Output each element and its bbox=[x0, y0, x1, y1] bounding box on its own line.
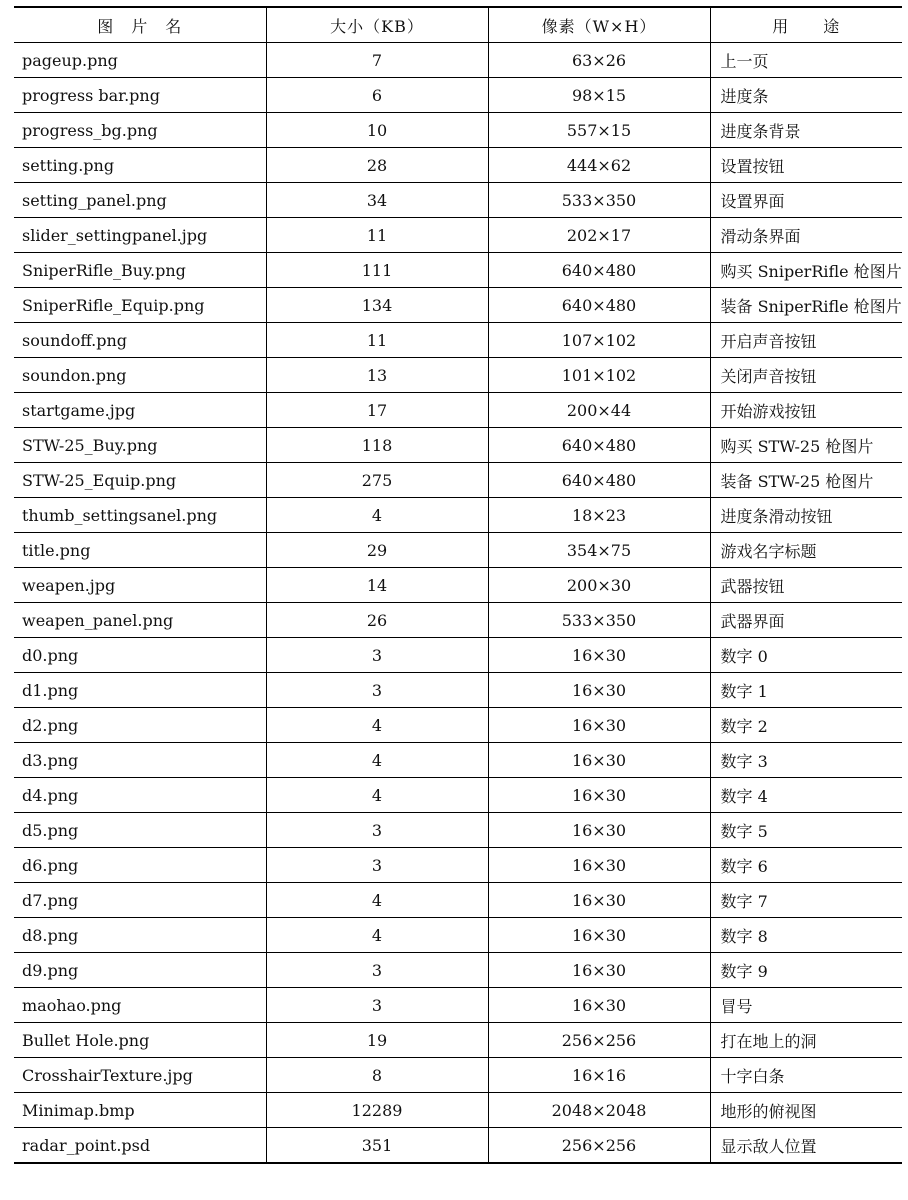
cell-image-name: d6.png bbox=[14, 848, 266, 883]
cell-pixels: 640×480 bbox=[488, 463, 710, 498]
table-row bbox=[14, 988, 902, 1023]
cell-size: 6 bbox=[266, 78, 488, 113]
table-header-row bbox=[14, 7, 902, 43]
cell-usage: 关闭声音按钮 bbox=[710, 358, 902, 393]
cell-image-name: setting.png bbox=[14, 148, 266, 183]
cell-size: 29 bbox=[266, 533, 488, 568]
cell-size: 275 bbox=[266, 463, 488, 498]
cell-usage: 数字 2 bbox=[710, 708, 902, 743]
cell-image-name: Bullet Hole.png bbox=[14, 1023, 266, 1058]
table-row bbox=[14, 533, 902, 568]
cell-image-name: d1.png bbox=[14, 673, 266, 708]
cell-image-name: soundoff.png bbox=[14, 323, 266, 358]
cell-size: 10 bbox=[266, 113, 488, 148]
cell-usage: 十字白条 bbox=[710, 1058, 902, 1093]
cell-pixels: 16×30 bbox=[488, 708, 710, 743]
table-row bbox=[14, 673, 902, 708]
table-row bbox=[14, 253, 902, 288]
table-row bbox=[14, 463, 902, 498]
cell-size: 4 bbox=[266, 918, 488, 953]
image-resource-table bbox=[14, 6, 902, 1164]
cell-pixels: 533×350 bbox=[488, 603, 710, 638]
cell-size: 12289 bbox=[266, 1093, 488, 1128]
cell-usage: 武器界面 bbox=[710, 603, 902, 638]
cell-pixels: 16×30 bbox=[488, 813, 710, 848]
table-row bbox=[14, 568, 902, 603]
cell-pixels: 640×480 bbox=[488, 288, 710, 323]
cell-image-name: soundon.png bbox=[14, 358, 266, 393]
cell-image-name: Minimap.bmp bbox=[14, 1093, 266, 1128]
cell-pixels: 16×30 bbox=[488, 988, 710, 1023]
cell-usage: 冒号 bbox=[710, 988, 902, 1023]
cell-image-name: SniperRifle_Buy.png bbox=[14, 253, 266, 288]
table-row bbox=[14, 1093, 902, 1128]
table-row bbox=[14, 953, 902, 988]
cell-image-name: weapen_panel.png bbox=[14, 603, 266, 638]
cell-image-name: slider_settingpanel.jpg bbox=[14, 218, 266, 253]
cell-size: 4 bbox=[266, 708, 488, 743]
cell-pixels: 16×30 bbox=[488, 778, 710, 813]
cell-image-name: weapen.jpg bbox=[14, 568, 266, 603]
cell-size: 4 bbox=[266, 743, 488, 778]
cell-usage: 打在地上的洞 bbox=[710, 1023, 902, 1058]
cell-size: 11 bbox=[266, 323, 488, 358]
cell-size: 3 bbox=[266, 638, 488, 673]
cell-image-name: SniperRifle_Equip.png bbox=[14, 288, 266, 323]
cell-pixels: 202×17 bbox=[488, 218, 710, 253]
table-row bbox=[14, 848, 902, 883]
table-row bbox=[14, 113, 902, 148]
cell-image-name: d2.png bbox=[14, 708, 266, 743]
cell-usage: 进度条滑动按钮 bbox=[710, 498, 902, 533]
cell-usage: 购买 STW-25 枪图片 bbox=[710, 428, 902, 463]
header-pixels: 像素（W×H） bbox=[488, 7, 710, 43]
cell-pixels: 256×256 bbox=[488, 1128, 710, 1164]
cell-image-name: d0.png bbox=[14, 638, 266, 673]
cell-size: 111 bbox=[266, 253, 488, 288]
cell-usage: 上一页 bbox=[710, 43, 902, 78]
cell-usage: 数字 7 bbox=[710, 883, 902, 918]
cell-size: 34 bbox=[266, 183, 488, 218]
cell-pixels: 18×23 bbox=[488, 498, 710, 533]
cell-image-name: STW-25_Equip.png bbox=[14, 463, 266, 498]
table-row bbox=[14, 393, 902, 428]
cell-pixels: 557×15 bbox=[488, 113, 710, 148]
cell-image-name: title.png bbox=[14, 533, 266, 568]
cell-image-name: d4.png bbox=[14, 778, 266, 813]
cell-pixels: 256×256 bbox=[488, 1023, 710, 1058]
cell-image-name: d7.png bbox=[14, 883, 266, 918]
cell-usage: 游戏名字标题 bbox=[710, 533, 902, 568]
table-row bbox=[14, 638, 902, 673]
cell-size: 7 bbox=[266, 43, 488, 78]
cell-pixels: 107×102 bbox=[488, 323, 710, 358]
cell-usage: 数字 1 bbox=[710, 673, 902, 708]
cell-pixels: 16×30 bbox=[488, 883, 710, 918]
cell-image-name: STW-25_Buy.png bbox=[14, 428, 266, 463]
cell-size: 4 bbox=[266, 498, 488, 533]
cell-usage: 进度条 bbox=[710, 78, 902, 113]
header-size: 大小（KB） bbox=[266, 7, 488, 43]
table-row bbox=[14, 148, 902, 183]
cell-usage: 开启声音按钮 bbox=[710, 323, 902, 358]
cell-size: 134 bbox=[266, 288, 488, 323]
table-row bbox=[14, 78, 902, 113]
cell-pixels: 16×16 bbox=[488, 1058, 710, 1093]
cell-size: 11 bbox=[266, 218, 488, 253]
cell-size: 118 bbox=[266, 428, 488, 463]
table-row bbox=[14, 498, 902, 533]
cell-image-name: d3.png bbox=[14, 743, 266, 778]
table-row bbox=[14, 603, 902, 638]
table-row bbox=[14, 708, 902, 743]
cell-size: 3 bbox=[266, 673, 488, 708]
table-row bbox=[14, 428, 902, 463]
table-row bbox=[14, 813, 902, 848]
cell-usage: 数字 5 bbox=[710, 813, 902, 848]
cell-image-name: d5.png bbox=[14, 813, 266, 848]
cell-usage: 数字 6 bbox=[710, 848, 902, 883]
cell-pixels: 16×30 bbox=[488, 743, 710, 778]
cell-pixels: 16×30 bbox=[488, 918, 710, 953]
table-row bbox=[14, 218, 902, 253]
header-image-name: 图 片 名 bbox=[14, 7, 266, 43]
cell-pixels: 200×44 bbox=[488, 393, 710, 428]
cell-image-name: setting_panel.png bbox=[14, 183, 266, 218]
cell-usage: 购买 SniperRifle 枪图片 bbox=[710, 253, 902, 288]
cell-usage: 显示敌人位置 bbox=[710, 1128, 902, 1164]
table-row bbox=[14, 43, 902, 78]
cell-size: 19 bbox=[266, 1023, 488, 1058]
cell-image-name: d9.png bbox=[14, 953, 266, 988]
cell-usage: 武器按钮 bbox=[710, 568, 902, 603]
cell-image-name: maohao.png bbox=[14, 988, 266, 1023]
table-row bbox=[14, 323, 902, 358]
cell-usage: 数字 9 bbox=[710, 953, 902, 988]
cell-pixels: 200×30 bbox=[488, 568, 710, 603]
cell-usage: 地形的俯视图 bbox=[710, 1093, 902, 1128]
cell-pixels: 444×62 bbox=[488, 148, 710, 183]
cell-image-name: pageup.png bbox=[14, 43, 266, 78]
cell-size: 4 bbox=[266, 883, 488, 918]
table-row bbox=[14, 358, 902, 393]
cell-size: 13 bbox=[266, 358, 488, 393]
cell-usage: 装备 STW-25 枪图片 bbox=[710, 463, 902, 498]
table-body bbox=[14, 43, 902, 1164]
cell-usage: 数字 3 bbox=[710, 743, 902, 778]
cell-size: 4 bbox=[266, 778, 488, 813]
table-row bbox=[14, 1058, 902, 1093]
cell-image-name: d8.png bbox=[14, 918, 266, 953]
cell-image-name: thumb_settingsanel.png bbox=[14, 498, 266, 533]
cell-image-name: progress bar.png bbox=[14, 78, 266, 113]
cell-pixels: 101×102 bbox=[488, 358, 710, 393]
header-usage: 用 途 bbox=[710, 7, 902, 43]
cell-size: 3 bbox=[266, 813, 488, 848]
table-row bbox=[14, 288, 902, 323]
cell-pixels: 98×15 bbox=[488, 78, 710, 113]
cell-image-name: startgame.jpg bbox=[14, 393, 266, 428]
cell-image-name: progress_bg.png bbox=[14, 113, 266, 148]
cell-usage: 开始游戏按钮 bbox=[710, 393, 902, 428]
table-row bbox=[14, 918, 902, 953]
cell-usage: 数字 4 bbox=[710, 778, 902, 813]
cell-usage: 设置界面 bbox=[710, 183, 902, 218]
cell-size: 28 bbox=[266, 148, 488, 183]
cell-size: 8 bbox=[266, 1058, 488, 1093]
cell-pixels: 2048×2048 bbox=[488, 1093, 710, 1128]
cell-usage: 进度条背景 bbox=[710, 113, 902, 148]
cell-size: 14 bbox=[266, 568, 488, 603]
table-row bbox=[14, 743, 902, 778]
cell-size: 3 bbox=[266, 953, 488, 988]
cell-size: 3 bbox=[266, 848, 488, 883]
table-row bbox=[14, 1023, 902, 1058]
cell-image-name: radar_point.psd bbox=[14, 1128, 266, 1164]
cell-pixels: 63×26 bbox=[488, 43, 710, 78]
cell-usage: 滑动条界面 bbox=[710, 218, 902, 253]
table-row bbox=[14, 1128, 902, 1164]
table-row bbox=[14, 778, 902, 813]
cell-usage: 装备 SniperRifle 枪图片 bbox=[710, 288, 902, 323]
cell-size: 17 bbox=[266, 393, 488, 428]
cell-usage: 设置按钮 bbox=[710, 148, 902, 183]
cell-pixels: 354×75 bbox=[488, 533, 710, 568]
cell-pixels: 16×30 bbox=[488, 953, 710, 988]
cell-pixels: 640×480 bbox=[488, 253, 710, 288]
cell-usage: 数字 0 bbox=[710, 638, 902, 673]
table-row bbox=[14, 883, 902, 918]
cell-pixels: 533×350 bbox=[488, 183, 710, 218]
cell-size: 3 bbox=[266, 988, 488, 1023]
cell-size: 351 bbox=[266, 1128, 488, 1164]
cell-pixels: 640×480 bbox=[488, 428, 710, 463]
cell-usage: 数字 8 bbox=[710, 918, 902, 953]
cell-pixels: 16×30 bbox=[488, 673, 710, 708]
cell-pixels: 16×30 bbox=[488, 848, 710, 883]
table-row bbox=[14, 183, 902, 218]
cell-size: 26 bbox=[266, 603, 488, 638]
cell-image-name: CrosshairTexture.jpg bbox=[14, 1058, 266, 1093]
cell-pixels: 16×30 bbox=[488, 638, 710, 673]
